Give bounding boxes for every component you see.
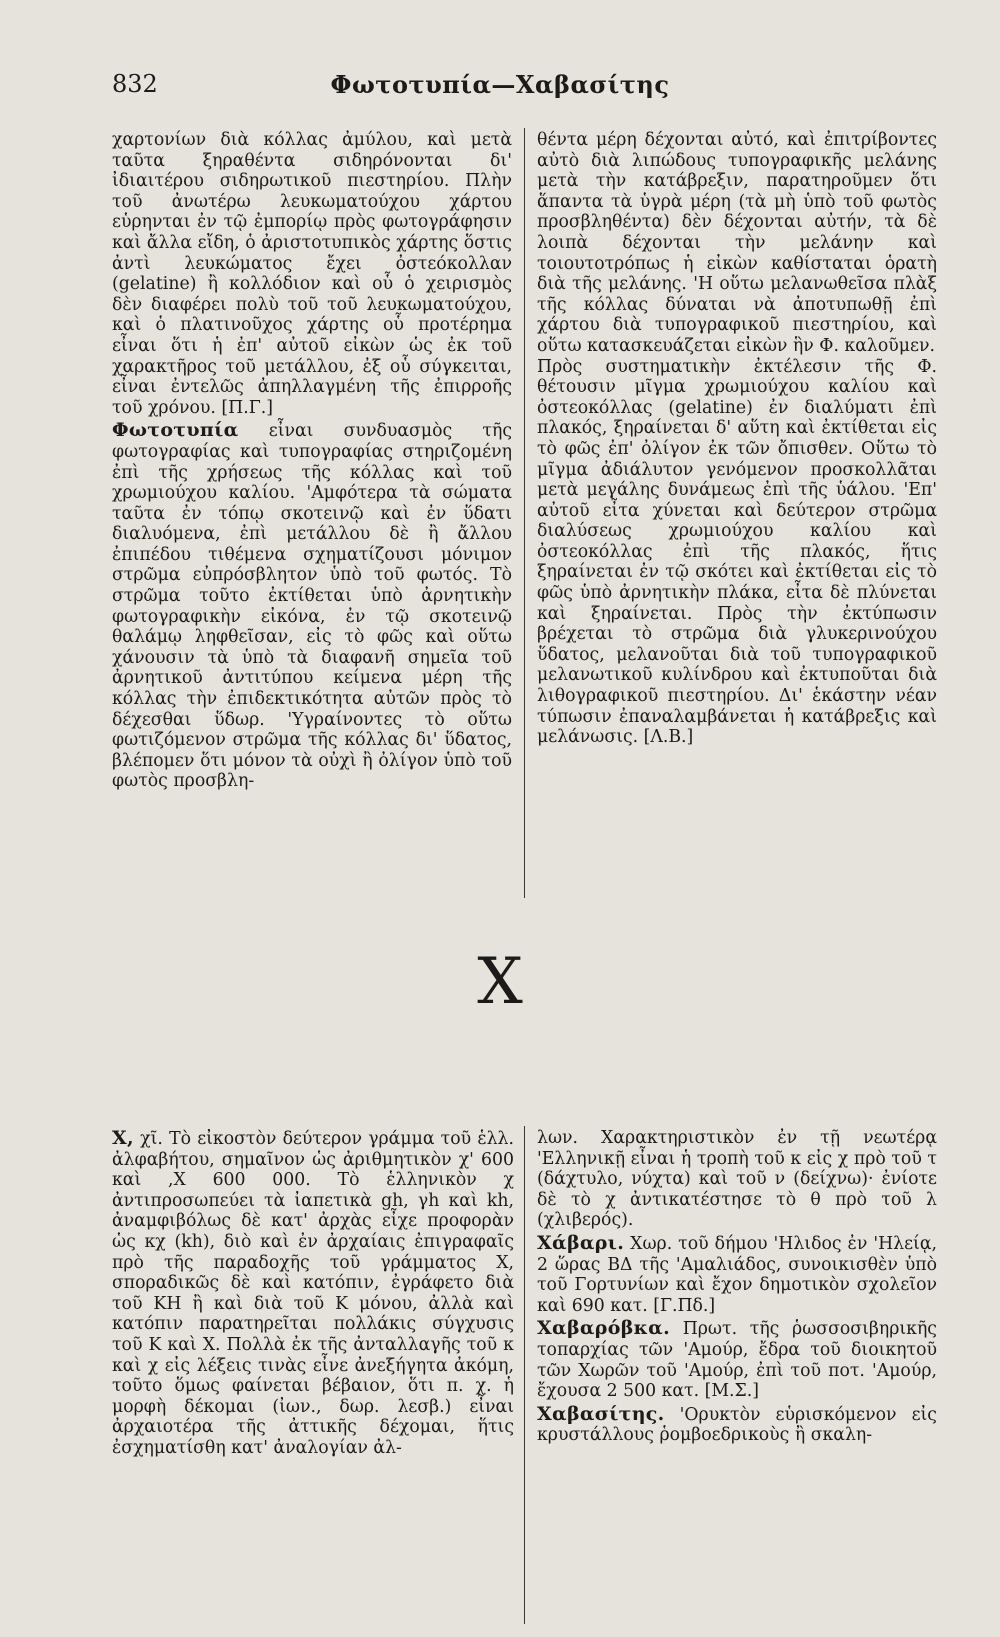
entry-text: Χωρ. τοῦ δήμου 'Ηλιδος ἐν 'Ηλείᾳ, 2 ὥρας ΒΔ τῆς 'Αμαλιάδος, συνοικισθὲν ὑπὸ τοῦ Γορτυνίων καὶ ἔχον δημοτικὸν σχολεῖον καὶ 690 κατ. [Γ.Πδ.] bbox=[537, 1233, 937, 1316]
section-letter: X bbox=[477, 945, 523, 1019]
entry-text: χῖ. Τὸ εἰκοστὸν δεύτερον γράμμα τοῦ ἑλλ. ἀλφαβήτου, σημαῖνον ὡς ἀριθμητικὸν χ' 600 καὶ ,Χ 600 000. Τὸ ἑλληνικὸν χ ἀντιπροσωπεύει τὰ ἰαπετικὰ gh, γh καὶ kh, ἀναμφιβόλως δὲ κατ' ἀρχὰς εἶχε προφορὰν ὡς κχ (kh), διὸ καὶ ἐν ἀρχαίαις ἐπιγραφαῖς πρὸ τῆς παραδοχῆς τοῦ γράμματος Χ, σποραδικῶς δὲ καὶ κατόπιν, ἐγράφετο διὰ τοῦ ΚΗ ἢ καὶ διὰ τοῦ Κ μόνου, ἀλλὰ καὶ κατόπιν παρατηρεῖται πολλάκις σύγχυσις τοῦ Κ καὶ Χ. Πολλὰ ἐκ τῆς ἀνταλλαγῆς τοῦ κ καὶ χ εἰς λέξεις τινὰς εἶνε ἀνεξήγητα ἀκόμη, τοῦτο ὅμως φαίνεται βέβαιον, ὅτι π. χ. ἡ μορφὴ δέκομαι (ἰων., δωρ. λεσβ.) εἶναι ἀρχαιοτέρα τῆς ἀττικῆς δέχομαι, ἥτις ἐσχηματίσθη κατ' ἀναλογίαν ἀλ- bbox=[112, 1129, 514, 1458]
upper-left-column bbox=[112, 130, 512, 900]
column-divider bbox=[524, 1126, 525, 1624]
column-divider bbox=[524, 128, 525, 898]
page-header bbox=[112, 70, 888, 110]
entry-chavasitis bbox=[537, 1404, 937, 1446]
entry-text: Πρωτ. τῆς ῥωσσοσιβηρικῆς τοπαρχίας τῶν 'Αμούρ, ἔδρα τοῦ διοικητοῦ τῶν Χωρῶν τοῦ 'Αμούρ, ἐπὶ τοῦ ποτ. 'Αμούρ, ἔχουσα 2 500 κατ. [Μ.Σ.] bbox=[537, 1319, 937, 1402]
headword: Χάβαρι. bbox=[537, 1231, 625, 1254]
entry-chavarovka bbox=[537, 1318, 937, 1401]
headword: Φωτοτυπία bbox=[112, 419, 239, 442]
paragraph: χαρτονίων διὰ κόλλας ἀμύλου, καὶ μετὰ ταῦτα ξηραθέντα σιδηρόνονται δι' ἰδιαιτέρου σιδηρωτικοῦ πιεστηρίου. Πλὴν τοῦ ἀνωτέρω λευκωματούχου χάρτου εὑρηνται ἐν τῷ ἐμπορίῳ πρὸς φωτογράφησιν καὶ ἄλλα εἴδη, ὁ ἀριστοτυπικὸς χάρτης ὅστις ἀντὶ λευκώματος ἔχει ὀστεόκολλαν (gelatine) ἢ κολλόδιον καὶ οὗ ὁ χειρισμὸς δὲν διαφέρει πολὺ τοῦ τοῦ λευκωματούχου, καὶ ὁ πλατινοῦχος χάρτης οὗ προτέρημα εἶναι ὅτι ἡ ἐπ' αὐτοῦ εἰκὼν ὡς ἐκ τοῦ χαρακτῆρος τοῦ μετάλλου, ἐξ οὗ σύγκειται, εἶναι ἐντελῶς ἀπηλλαγμένη τῆς ἐπιρροῆς τοῦ χρόνου. [Π.Γ.] bbox=[112, 130, 512, 418]
entry-chi bbox=[112, 1128, 514, 1459]
paragraph: λων. Χαρακτηριστικὸν ἐν τῇ νεωτέρᾳ 'Ελληνικῇ εἶναι ἡ τροπὴ τοῦ κ εἰς χ πρὸ τοῦ τ (δάχτυλο, νύχτα) καὶ τοῦ ν (δείχνω)· ἐνίοτε δὲ τὸ χ ἀντικατέστησε τὸ θ πρὸ τοῦ λ (χλιβερός). bbox=[537, 1128, 937, 1231]
lower-right-column bbox=[537, 1128, 937, 1628]
paragraph: θέντα μέρη δέχονται αὐτό, καὶ ἐπιτρίβοντες αὐτὸ διὰ λιπώδους τυπογραφικῆς μελάνης μετὰ τὴν κατάβρεξιν, παρατηροῦμεν ὅτι ἅπαντα τὰ ὑγρὰ μέρη (τὰ μὴ ὑπὸ τοῦ φωτὸς προσβληθέντα) δὲν δέχονται αὐτήν, τὰ δὲ λοιπὰ δέχονται τὴν μελάνην καὶ τοιουτοτρόπως ἡ εἰκὼν καθίσταται ὁρατὴ διὰ τῆς μελάνης. 'Η οὕτω μελανωθεῖσα πλὰξ τῆς κόλλας δύναται νὰ ἀποτυπωθῇ ἐπὶ χάρτου διὰ τυπογραφικοῦ πιεστηρίου, καὶ οὕτω κατασκευάζεται εἰκὼν ἣν Φ. καλοῦμεν. bbox=[537, 130, 937, 356]
entry-text: εἶναι συνδυασμὸς τῆς φωτογραφίας καὶ τυπογραφίας στηριζομένη ἐπὶ τῆς χρήσεως τῆς κόλλας καὶ τοῦ χρωμιούχου καλίου. 'Αμφότερα τὰ σώματα ταῦτα ἐν τόπῳ σκοτεινῷ καὶ ἐν ὕδατι διαλυόμενα, ἐπὶ μετάλλου δὲ ἢ ἄλλου ἐπιπέδου τιθέμενα σχηματίζουσι μόνιμον στρῶμα εὐπρόσβλητον ὑπὸ τοῦ φωτός. Τὸ στρῶμα τοῦτο ἐκτίθεται ὑπὸ ἀρνητικὴν φωτογραφικὴν εἰκόνα, ἐν τῷ σκοτεινῷ θαλάμῳ ληφθεῖσαν, εἰς τὸ φῶς καὶ οὕτω χάνουσιν τὰ ὑπὸ τὰ διαφανῆ σημεῖα τοῦ ἀρνητικοῦ ἀντιτύπου κείμενα μέρη τῆς κόλλας τὴν ἐπιδεκτικότητα αὐτῶν πρὸς τὸ δέχεσθαι ὕδωρ. 'Υγραίνοντες τὸ οὕτω φωτιζόμενον στρῶμα τῆς κόλλας δι' ὕδατος, βλέπομεν ὅτι μόνον τὰ οὐχὶ ἢ ὀλίγον ὑπὸ τοῦ φωτὸς προσβλη- bbox=[112, 421, 512, 792]
entry-text: 'Ορυκτὸν εὑρισκόμενον εἰς κρυστάλλους ῥομβοεδρικοὺς ἢ σκαλη- bbox=[537, 1404, 937, 1446]
upper-right-column bbox=[537, 130, 937, 900]
headword: Χαβασίτης. bbox=[537, 1402, 665, 1425]
headword: Χαβαρόβκα. bbox=[537, 1317, 671, 1340]
paragraph: Πρὸς συστηματικὴν ἐκτέλεσιν τῆς Φ. θέτουσιν μῖγμα χρωμιούχου καλίου καὶ ὀστεοκόλλας (gelatine) ἐν διαλύματι ἐπὶ πλακός, ξηραίνεται δ' αὕτη καὶ ἐκτίθεται εἰς τὸ φῶς ἐπ' ὀλίγον ἐκ τῶν ὄπισθεν. Οὕτω τὸ μῖγμα ἀδιάλυτον γενόμενον προσκολλᾶται μετὰ μεγάλης δυνάμεως ἐπὶ τῆς ὑάλου. 'Επ' αὐτοῦ εἶτα χύνεται καὶ δεύτερον στρῶμα διαλύσεως χρωμιούχου καλίου καὶ ὀστεοκόλλας ἐπὶ τῆς πλακός, ἥτις ξηραίνεται ἐν τῷ σκότει καὶ ἐκτίθεται εἰς τὸ φῶς ὑπὸ ἀρνητικὴν πλάκα, εἶτα δὲ πλύνεται καὶ ξηραίνεται. Πρὸς τὴν ἐκτύπωσιν βρέχεται τὸ στρῶμα διὰ γλυκερινούχου ὕδατος, μελανοῦται διὰ τοῦ τυπογραφικοῦ μελανωτικοῦ κυλίνδρου καὶ ἐκτυποῦται διὰ λιθογραφικοῦ πιεστηρίου. Δι' ἑκάστην νέαν τύπωσιν ἐπαναλαμβάνεται ἡ κατάβρεξις καὶ μελάνωσις. [Λ.Β.] bbox=[537, 356, 937, 748]
headword: Χ, bbox=[112, 1127, 134, 1149]
lower-left-column bbox=[112, 1128, 514, 1628]
page-number: 832 bbox=[112, 70, 158, 98]
entry-fototypia bbox=[112, 420, 512, 792]
entry-chavari bbox=[537, 1233, 937, 1316]
running-title: Φωτοτυπία—Χαβασίτης bbox=[330, 70, 670, 99]
